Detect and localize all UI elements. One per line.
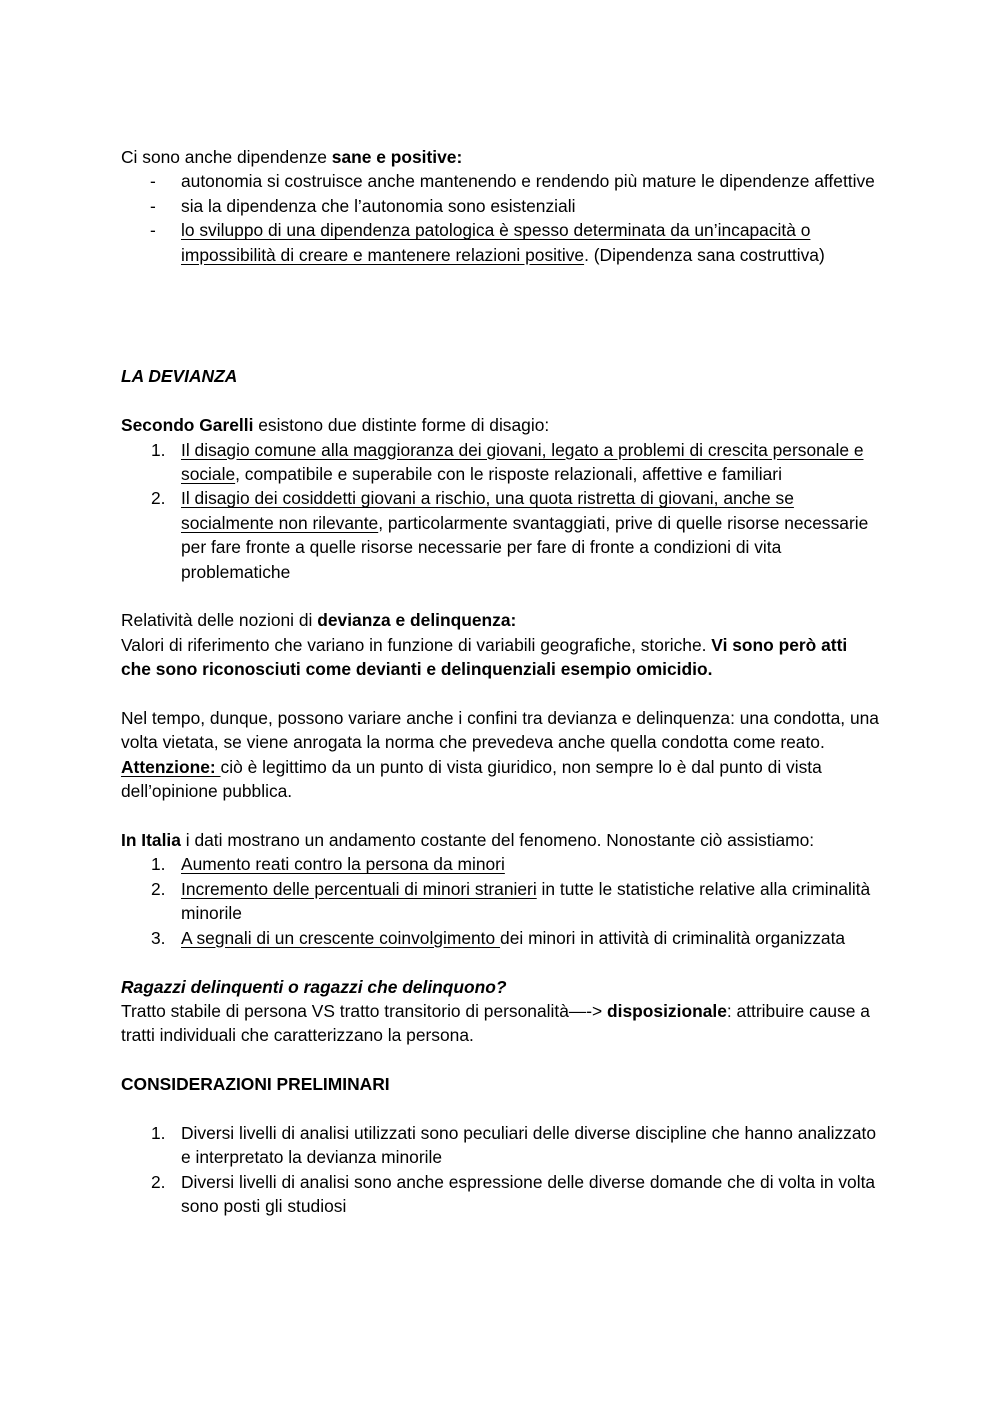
intro-text: i dati mostrano un andamento costante del fenomeno. Nonostante ciò assistiamo: <box>180 830 815 851</box>
list-item <box>121 194 881 218</box>
list-item-text: autonomia si costruisce anche mantenendo e rendendo più mature le dipendenze affettive <box>181 171 875 192</box>
list-number: 1. <box>151 439 166 460</box>
underlined-text: Aumento reati contro la persona da minori <box>181 854 505 875</box>
list-item <box>121 1121 881 1170</box>
body-text: Tratto stabile di persona VS tratto transitorio di personalità—-> <box>121 1000 608 1021</box>
bullet-marker: - <box>150 195 156 216</box>
intro-bold-text: sane e positive: <box>331 147 463 167</box>
bold-text: devianza e delinquenza: <box>317 610 517 631</box>
section-heading-devianza: LA DEVIANZA <box>121 366 238 387</box>
intro-bold-text: Secondo Garelli <box>121 415 254 436</box>
list-number: 3. <box>151 927 166 948</box>
considerazioni-heading <box>121 1072 881 1096</box>
list-item <box>121 218 881 267</box>
relativita-line <box>121 608 881 632</box>
garelli-intro <box>121 413 881 437</box>
list-item <box>121 1170 881 1219</box>
italia-intro <box>121 828 881 852</box>
list-number: 1. <box>151 854 166 875</box>
underlined-text: Incremento delle percentuali di minori stranieri <box>181 878 537 899</box>
list-item-text: Diversi livelli di analisi utilizzati sono peculiari delle diverse discipline che hanno analizzato e interpretato la devianza minorile <box>181 1122 877 1168</box>
list-item-text: , particolarmente svantaggiati, prive di quelle risorse necessarie per fare fronte a quelle risorse necessarie per fare di fronte a condizioni di vita problematiche <box>181 512 869 582</box>
list-item <box>121 877 881 926</box>
document-page <box>121 145 881 1219</box>
intro-text: Ci sono anche dipendenze <box>121 147 332 167</box>
body-text: Valori di riferimento che variano in funzione di variabili geografiche, storiche. <box>121 634 712 655</box>
bullet-marker: - <box>150 171 156 192</box>
body-text: ciò è legittimo da un punto di vista giuridico, non sempre lo è dal punto di vista dell’opinione pubblica. <box>121 756 822 802</box>
considerazioni-list <box>121 1121 881 1219</box>
disagio-list <box>121 438 881 584</box>
italia-list <box>121 852 881 950</box>
dipendenze-intro <box>121 145 881 169</box>
list-item-text: Diversi livelli di analisi sono anche espressione delle diverse domande che di volta in volta sono posti gli studiosi <box>181 1171 876 1217</box>
list-item <box>121 169 881 193</box>
tratto-paragraph <box>121 999 881 1048</box>
body-text: Relatività delle nozioni di <box>121 610 318 631</box>
underlined-text: lo sviluppo di una dipendenza patologica è spesso determinata da un’incapacità o impossibilità di creare e mantenere relazioni positive <box>181 220 811 265</box>
list-item-text: sia la dipendenza che l’autonomia sono esistenziali <box>181 195 576 216</box>
underlined-text: A segnali di un crescente coinvolgimento <box>181 927 501 948</box>
underlined-text: Il disagio comune alla maggioranza dei giovani, legato a problemi di crescita personale e sociale <box>181 439 864 485</box>
dipendenze-list <box>121 169 881 267</box>
list-item <box>121 438 881 487</box>
ragazzi-heading: Ragazzi delinquenti o ragazzi che delinquono? <box>121 976 507 997</box>
attention-label: Attenzione: <box>121 756 221 777</box>
confini-paragraph: Nel tempo, dunque, possono variare anche i confini tra devianza e delinquenza: una condotta, una volta vietata, se viene anrogata la norma che prevedeva anche quella condotta come reato. <box>121 708 879 753</box>
heading-text: CONSIDERAZIONI PRELIMINARI <box>121 1074 390 1095</box>
list-number: 1. <box>151 1122 166 1143</box>
intro-bold-text: In Italia <box>121 830 181 851</box>
list-item-text: dei minori in attività di criminalità organizzata <box>500 927 846 948</box>
bullet-marker: - <box>150 220 156 241</box>
attenzione-paragraph <box>121 755 881 804</box>
list-item-text: . (Dipendenza sana costruttiva) <box>584 244 825 265</box>
list-item <box>121 486 881 584</box>
body-text: : attribuire cause a tratti individuali che caratterizzano la persona. <box>121 1000 870 1046</box>
list-number: 2. <box>151 1171 166 1192</box>
underlined-text: Il disagio dei cosiddetti giovani a rischio, una quota ristretta di giovani, anche se socialmente non rilevante <box>181 488 794 533</box>
list-item <box>121 852 881 876</box>
list-number: 2. <box>151 878 166 899</box>
valori-paragraph <box>121 633 881 682</box>
bold-text: disposizionale <box>607 1000 727 1021</box>
list-item-text: , compatibile e superabile con le risposte relazionali, affettive e familiari <box>235 464 782 485</box>
bold-text: Vi sono però atti che sono riconosciuti come devianti e delinquenziali esempio omicidio. <box>121 634 848 680</box>
intro-text: esistono due distinte forme di disagio: <box>253 415 550 436</box>
list-item <box>121 926 881 950</box>
list-number: 2. <box>151 488 166 509</box>
list-item-text: in tutte le statistiche relative alla criminalità minorile <box>181 878 871 924</box>
